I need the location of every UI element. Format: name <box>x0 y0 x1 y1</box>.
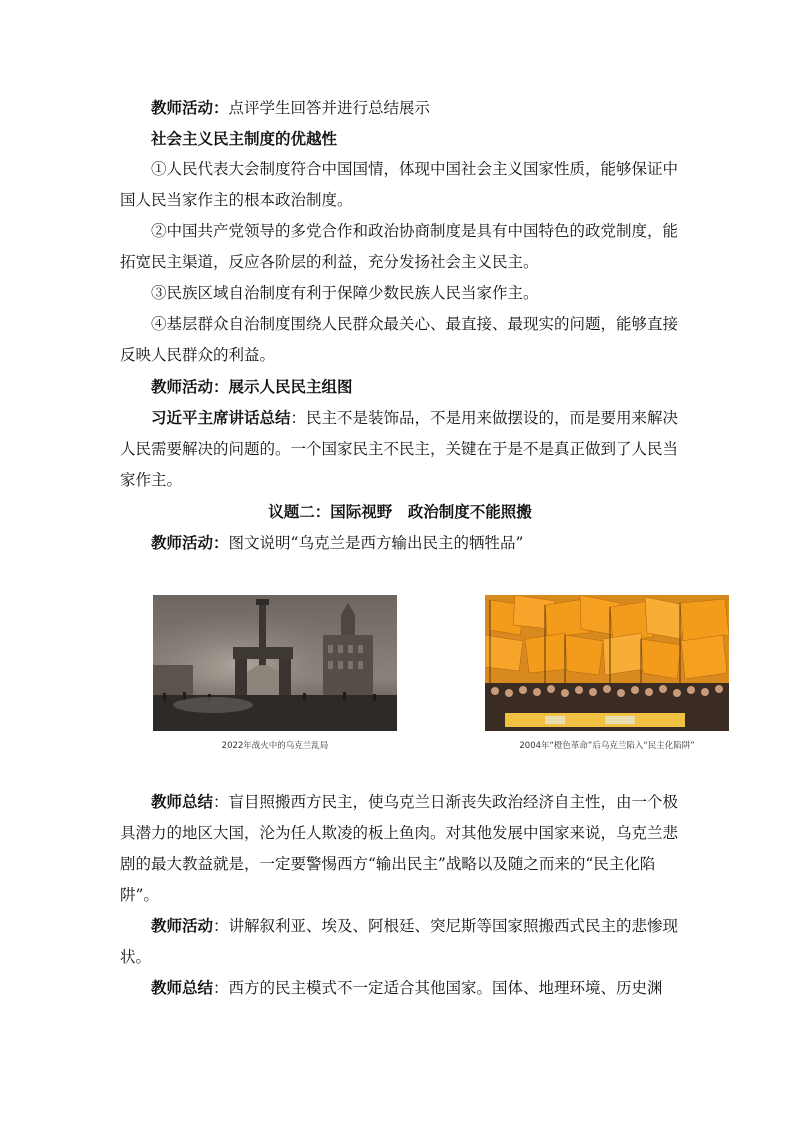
kyiv-smoke-photo <box>153 595 397 731</box>
paragraph-point-1: ①人民代表大会制度符合中国国情，体现中国社会主义国家性质，能够保证中国人民当家作主的根本政治制度。 <box>120 160 679 209</box>
figure-right-caption: 2004年“橙色革命”后乌克兰陷入“民主化陷阱” <box>519 741 695 751</box>
paragraph-point-4: ④基层群众自治制度围绕人民群众最关心、最直接、最现实的问题，能够直接反映人民群众的利益。 <box>120 315 679 364</box>
figure-left-caption: 2022年战火中的乌克兰乱局 <box>221 741 329 751</box>
teacher-summary-label: 教师总结 <box>151 978 214 997</box>
paragraph-teacher-activity-3 <box>120 527 680 559</box>
teacher-activity-label: 教师活动： <box>151 98 229 117</box>
teacher-activity-text: ：讲解叙利亚、埃及、阿根廷、突尼斯等国家照搬西式民主的悲惨现状。 <box>120 917 679 966</box>
paragraph-teacher-activity-2: 教师活动：展示人民民主组图 <box>151 377 353 396</box>
paragraph-teacher-summary-1 <box>120 786 680 911</box>
paragraph-teacher-summary-2 <box>120 972 680 1004</box>
teacher-activity-text: 点评学生回答并进行总结展示 <box>228 99 431 117</box>
teacher-activity-text: 图文说明“乌克兰是西方输出民主的牺牲品” <box>228 534 524 552</box>
teacher-activity-label: 教师活动： <box>151 533 229 552</box>
xi-summary-label: 习近平主席讲话总结 <box>151 408 291 427</box>
paragraph-xi-summary <box>120 402 680 496</box>
paragraph-point-2: ②中国共产党领导的多党合作和政治协商制度是具有中国特色的政党制度，能拓宽民主渠道，反应各阶层的利益，充分发扬社会主义民主。 <box>120 222 679 271</box>
orange-revolution-photo <box>485 595 729 731</box>
figure-kyiv-smoke <box>153 595 397 751</box>
paragraph-teacher-activity-1 <box>120 92 680 124</box>
figure-orange-revolution <box>485 595 729 751</box>
teacher-activity-label: 教师活动 <box>151 916 214 935</box>
teacher-summary-text: ：西方的民主模式不一定适合其他国家。国体、地理环境、历史渊 <box>213 979 663 997</box>
xi-summary-text: ：民主不是装饰品，不是用来做摆设的，而是要用来解决人民需要解决的问题的。一个国家民主不民主，关键在于是不是真正做到了人民当家作主。 <box>120 409 679 489</box>
topic-two-heading: 议题二：国际视野 政治制度不能照搬 <box>268 502 532 521</box>
paragraph-point-3: ③民族区域自治制度有利于保障少数民族人民当家作主。 <box>151 284 539 302</box>
teacher-summary-text: ：盲目照搬西方民主，使乌克兰日渐丧失政治经济自主性，由一个极具潜力的地区大国，沦为任人欺凌的板上鱼肉。对其他发展中国家来说，乌克兰悲剧的最大教益就是，一定要警惕西方“输出民主”战略以及随之而来的“民主化陷阱”。 <box>120 793 679 904</box>
teacher-summary-label: 教师总结 <box>151 792 214 811</box>
paragraph-teacher-activity-4 <box>120 910 680 973</box>
section-heading-superiority: 社会主义民主制度的优越性 <box>151 129 338 148</box>
